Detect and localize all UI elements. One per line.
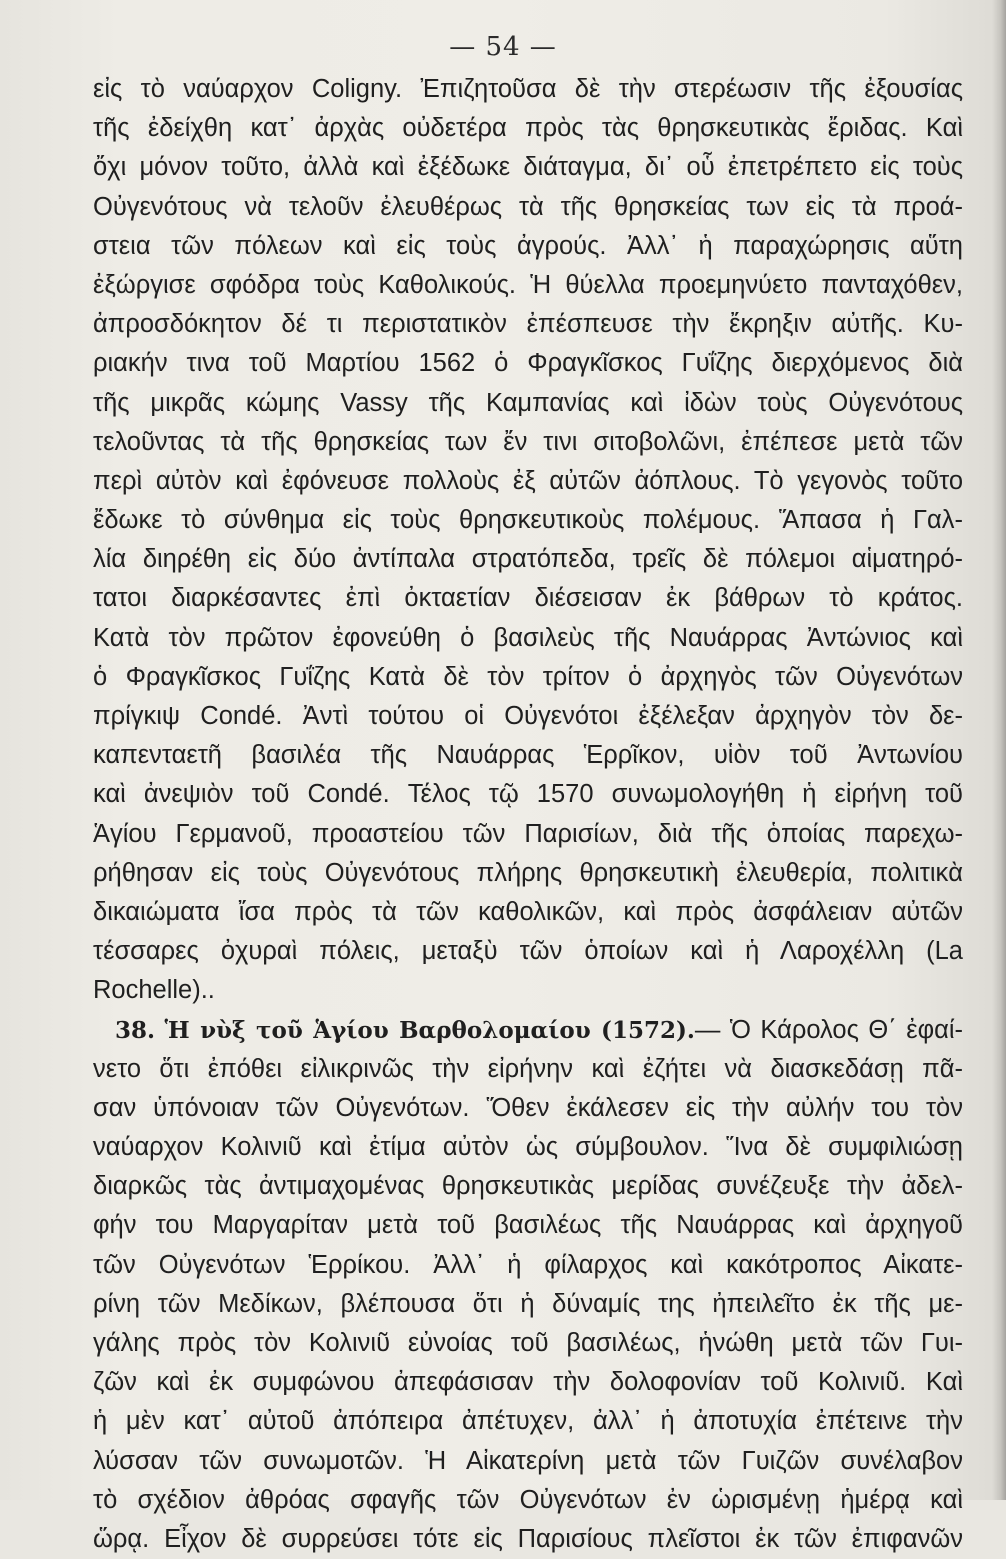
text-line: Ἁγίου Γερμανοῦ, προαστείου τῶν Παρισίων, διὰ τῆς ὁποίας παρεχω- xyxy=(93,819,963,848)
text-line: ἡ μὲν κατ᾽ αὐτοῦ ἀπόπειρα ἀπέτυχεν, ἀλλ᾽ ἡ ἀποτυχία ἐπέτεινε τὴν xyxy=(93,1407,963,1436)
text-line: Rochelle).. xyxy=(93,976,215,1005)
text-line: τελοῦντας τὰ τῆς θρησκείας των ἔν τινι σιτοβολῶνι, ἐπέπεσε μετὰ τῶν xyxy=(93,427,963,456)
text-line: γάλης πρὸς τὸν Κολινιῦ εὐνοίας τοῦ βασιλέως, ἡνώθη μετὰ τῶν Γυι- xyxy=(93,1329,963,1357)
section-first-line: — Ὁ Κάρολος Θ΄ ἐφαί- xyxy=(694,1015,964,1044)
text-line: στεια τῶν πόλεων καὶ εἰς τοὺς ἀγρούς. Ἀλλ᾽ ἡ παραχώρησις αὕτη xyxy=(93,231,963,260)
text-line: ριακήν τινα τοῦ Μαρτίου 1562 ὁ Φραγκῖσκος Γυΐζης διερχόμενος διὰ xyxy=(93,349,963,378)
text-line: τῆς μικρᾶς κώμης Vassy τῆς Καμπανίας καὶ ἰδὼν τοὺς Οὐγενότους xyxy=(93,388,963,417)
text-line: ἔδωκε τὸ σύνθημα εἰς τοὺς θρησκευτικοὺς πολέμους. Ἅπασα ἡ Γαλ- xyxy=(93,506,963,535)
text-line: φήν του Μαργαρίταν μετὰ τοῦ βασιλέως τῆς Ναυάρρας καὶ ἀρχηγοῦ xyxy=(93,1211,963,1240)
page-number: — 54 — xyxy=(449,32,557,62)
text-line: καπενταετῆ βασιλέα τῆς Ναυάρρας Ἑρρῖκον, υἱὸν τοῦ Ἀντωνίου xyxy=(93,741,963,770)
body-text xyxy=(93,70,963,1559)
text-line: Κατὰ τὸν πρῶτον ἐφονεύθη ὁ βασιλεὺς τῆς Ναυάρρας Ἀντώνιος καὶ xyxy=(93,623,963,652)
text-line: περὶ αὐτὸν καὶ ἐφόνευσε πολλοὺς ἐξ αὐτῶν ἀόπλους. Τὸ γεγονὸς τοῦτο xyxy=(93,466,963,495)
text-line: τὸ σχέδιον ἀθρόας σφαγῆς τῶν Οὐγενότων ἐν ὡρισμένῃ ἡμέρᾳ καὶ xyxy=(93,1485,963,1514)
text-line: ναύαρχον Κολινιῦ καὶ ἐτίμα αὐτὸν ὡς σύμβουλον. Ἵνα δὲ συμφιλιώσῃ xyxy=(93,1133,963,1162)
text-line: τέσσαρες ὀχυραὶ πόλεις, μεταξὺ τῶν ὁποίων καὶ ἡ Λαροχέλλη (La xyxy=(93,937,963,966)
text-line: τῶν Οὐγενότων Ἑρρίκου. Ἀλλ᾽ ἡ φίλαρχος καὶ κακότροπος Αἰκατε- xyxy=(93,1250,963,1279)
text-line: ἀπροσδόκητον δέ τι περιστατικὸν ἐπέσπευσε τὴν ἔκρηξιν αὐτῆς. Κυ- xyxy=(93,310,963,339)
section-heading-line xyxy=(93,1011,963,1050)
text-line: σαν ὑπόνοιαν τῶν Οὐγενότων. Ὅθεν ἐκάλεσεν εἰς τὴν αὐλήν του τὸν xyxy=(93,1093,963,1122)
text-line: ρήθησαν εἰς τοὺς Οὐγενότους πλήρης θρησκευτικὴ ἐλευθερία, πολιτικὰ xyxy=(93,858,963,887)
text-line: ὁ Φραγκῖσκος Γυΐζης Κατὰ δὲ τὸν τρίτον ὁ ἀρχηγὸς τῶν Οὐγενότων xyxy=(93,662,963,691)
text-line: εἰς τὸ ναύαρχον Coligny. Ἐπιζητοῦσα δὲ τὴν στερέωσιν τῆς ἐξουσίας xyxy=(93,75,963,103)
text-line: λύσσαν τῶν συνωμοτῶν. Ἡ Αἰκατερίνη μετὰ τῶν Γυιζῶν συνέλαβον xyxy=(93,1446,963,1475)
text-line: νετο ὅτι ἐπόθει εἰλικρινῶς τὴν εἰρήνην καὶ ἐζήτει νὰ διασκεδάσῃ πᾶ- xyxy=(93,1054,963,1083)
text-line: λία διηρέθη εἰς δύο ἀντίπαλα στρατόπεδα, τρεῖς δὲ πόλεμοι αἱματηρό- xyxy=(93,545,963,574)
text-line: ὄχι μόνον τοῦτο, ἀλλὰ καὶ ἐξέδωκε διάταγμα, δι᾽ οὗ ἐπετρέπετο εἰς τοὺς xyxy=(93,153,963,182)
page-edge-shadow xyxy=(992,0,1006,1500)
text-line: ζῶν καὶ ἐκ συμφώνου ἀπεφάσισαν τὴν δολοφονίαν τοῦ Κολινιῦ. Καὶ xyxy=(93,1368,963,1397)
text-line: διαρκῶς τὰς ἀντιμαχομένας θρησκευτικὰς μερίδας συνέζευξε τὴν ἀδελ- xyxy=(93,1172,963,1201)
section-title: Ἡ νὺξ τοῦ Ἁγίου Βαρθολομαίου (1572). xyxy=(164,1016,695,1044)
text-line: Οὐγενότους νὰ τελοῦν ἐλευθέρως τὰ τῆς θρησκείας των εἰς τὰ προά- xyxy=(93,192,963,221)
text-line: τῆς ἐδείχθη κατ᾽ ἀρχὰς οὐδετέρα πρὸς τὰς θρησκευτικὰς ἔριδας. Καὶ xyxy=(93,114,963,143)
text-line: ρίνη τῶν Μεδίκων, βλέπουσα ὅτι ἡ δύναμίς της ἠπειλεῖτο ἐκ τῆς με- xyxy=(93,1289,963,1318)
text-line: ἐξώργισε σφόδρα τοὺς Καθολικούς. Ἡ θύελλα προεμηνύετο πανταχόθεν, xyxy=(93,270,963,299)
text-line: τατοι διαρκέσαντες ἐπὶ ὀκταετίαν διέσεισαν ἐκ βάθρων τὸ κράτος. xyxy=(93,584,963,613)
text-line: ὥρᾳ. Εἶχον δὲ συρρεύσει τότε εἰς Παρισίους πλεῖστοι ἐκ τῶν ἐπιφανῶν xyxy=(93,1524,963,1553)
text-line: καὶ ἀνεψιὸν τοῦ Condé. Τέλος τῷ 1570 συνωμολογήθη ἡ εἰρήνη τοῦ xyxy=(93,780,963,809)
section-number: 38. xyxy=(115,1016,156,1044)
text-line: πρίγκιψ Condé. Ἀντὶ τούτου οἱ Οὐγενότοι ἐξέλεξαν ἀρχηγὸν τὸν δε- xyxy=(93,702,963,730)
text-line: δικαιώματα ἴσα πρὸς τὰ τῶν καθολικῶν, καὶ πρὸς ἀσφάλειαν αὐτῶν xyxy=(93,897,963,926)
